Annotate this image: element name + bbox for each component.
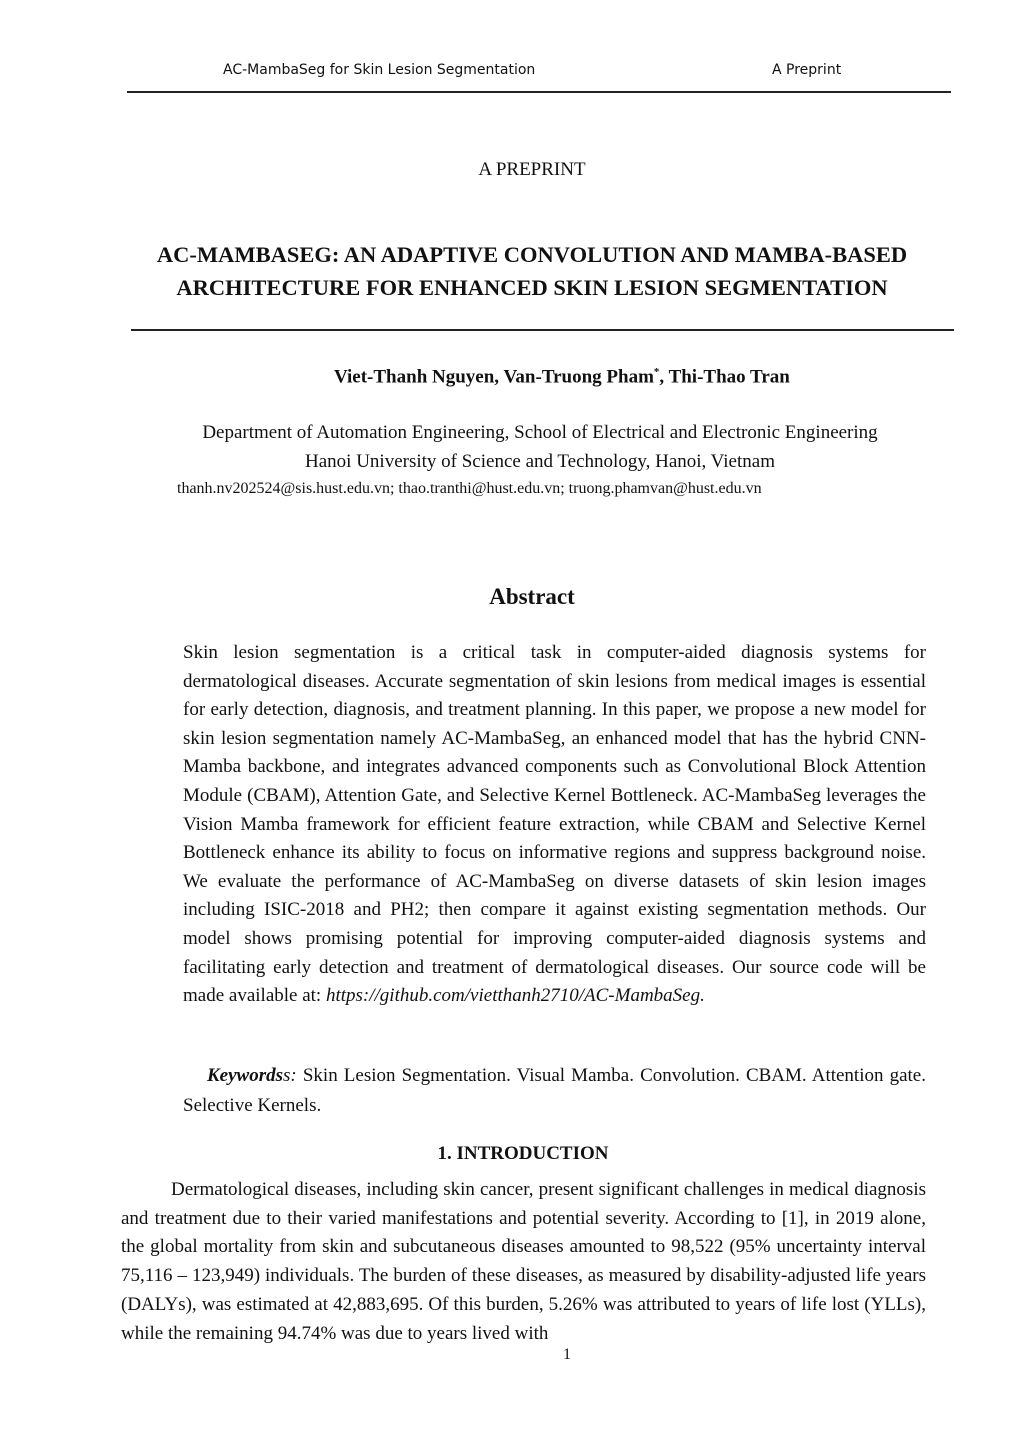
source-code-link[interactable]: https://github.com/vietthanh2710/AC-MambaSeg. <box>325 985 705 1007</box>
preprint-label: A PREPRINT <box>478 159 586 180</box>
keywords-label: Keywords <box>207 1065 283 1086</box>
introduction-body: Dermatological diseases, including skin cancer, present significant challenges in medical diagnosis and treatment due to their varied manifestations and potential severity. According to [1], in 2019 alone, the global mortality from skin and subcutaneous diseases amounted to 98,522 (95% uncertainty interval 75,116 – 123,949) individuals. The burden of these diseases, as measured by disability-adjusted life years (DALYs), was estimated at 42,883,695. Of this burden, 5.26% was attributed to years of life lost (YLLs), while the remaining 94.74% was due to years lived with <box>121 1179 926 1344</box>
authors-first: Viet-Thanh Nguyen, Van-Truong Pham <box>334 366 654 388</box>
abstract-text: Skin lesion segmentation is a critical task in computer-aided diagnosis systems for dermatological diseases. Accurate segmentation of skin lesions from medical images is essential for early detection, diagnosis, and treatment planning. In this paper, we propose a new model for skin lesion segmentation namely AC-MambaSeg, an enhanced model that has the hybrid CNN-Mamba backbone, and integrates advanced components such as Convolutional Block Attention Module (CBAM), Attention Gate, and Selective Kernel Bottleneck. AC-MambaSeg leverages the Vision Mamba framework for efficient feature extraction, while CBAM and Selective Kernel Bottleneck enhance its ability to focus on informative regions and suppress background noise. We evaluate the performance of AC-MambaSeg on diverse datasets of skin lesion images including ISIC-2018 and PH2; then compare it against existing segmentation methods. Our model shows promising potential for improving computer-aided diagnosis systems and facilitating early detection and treatment of dermatological diseases. Our source code will be made available at: <box>183 642 926 1007</box>
running-title: AC-MambaSeg for Skin Lesion Segmentation <box>223 62 536 78</box>
running-header <box>0 62 1024 84</box>
page-number: 1 <box>563 1346 571 1363</box>
keywords-label-suffix: s: <box>283 1065 297 1086</box>
running-label: A Preprint <box>772 62 842 78</box>
paper-title: AC-MAMBASEG: AN ADAPTIVE CONVOLUTION AND MAMBA-BASED ARCHITECTURE FOR ENHANCED SKIN LESION SEGMENTATION <box>156 242 908 300</box>
title-divider <box>131 329 954 331</box>
abstract-heading: Abstract <box>489 584 575 609</box>
introduction-heading: 1. INTRODUCTION <box>437 1143 609 1164</box>
affiliation-department: Department of Automation Engineering, School of Electrical and Electronic Engineering <box>202 422 878 443</box>
keywords <box>183 1061 926 1121</box>
keywords-text: Skin Lesion Segmentation. Visual Mamba. Convolution. CBAM. Attention gate. Selective Kernels. <box>183 1065 926 1116</box>
header-divider <box>127 91 951 93</box>
corresponding-author-mark: * <box>653 366 660 378</box>
affiliation-university: Hanoi University of Science and Technology, Hanoi, Vietnam <box>305 451 775 472</box>
author-emails: thanh.nv202524@sis.hust.edu.vn; thao.tranthi@hust.edu.vn; truong.phamvan@hust.edu.vn <box>177 480 762 497</box>
abstract-body <box>183 639 926 1011</box>
author-list <box>334 366 790 388</box>
authors-last: , Thi-Thao Tran <box>659 366 790 388</box>
